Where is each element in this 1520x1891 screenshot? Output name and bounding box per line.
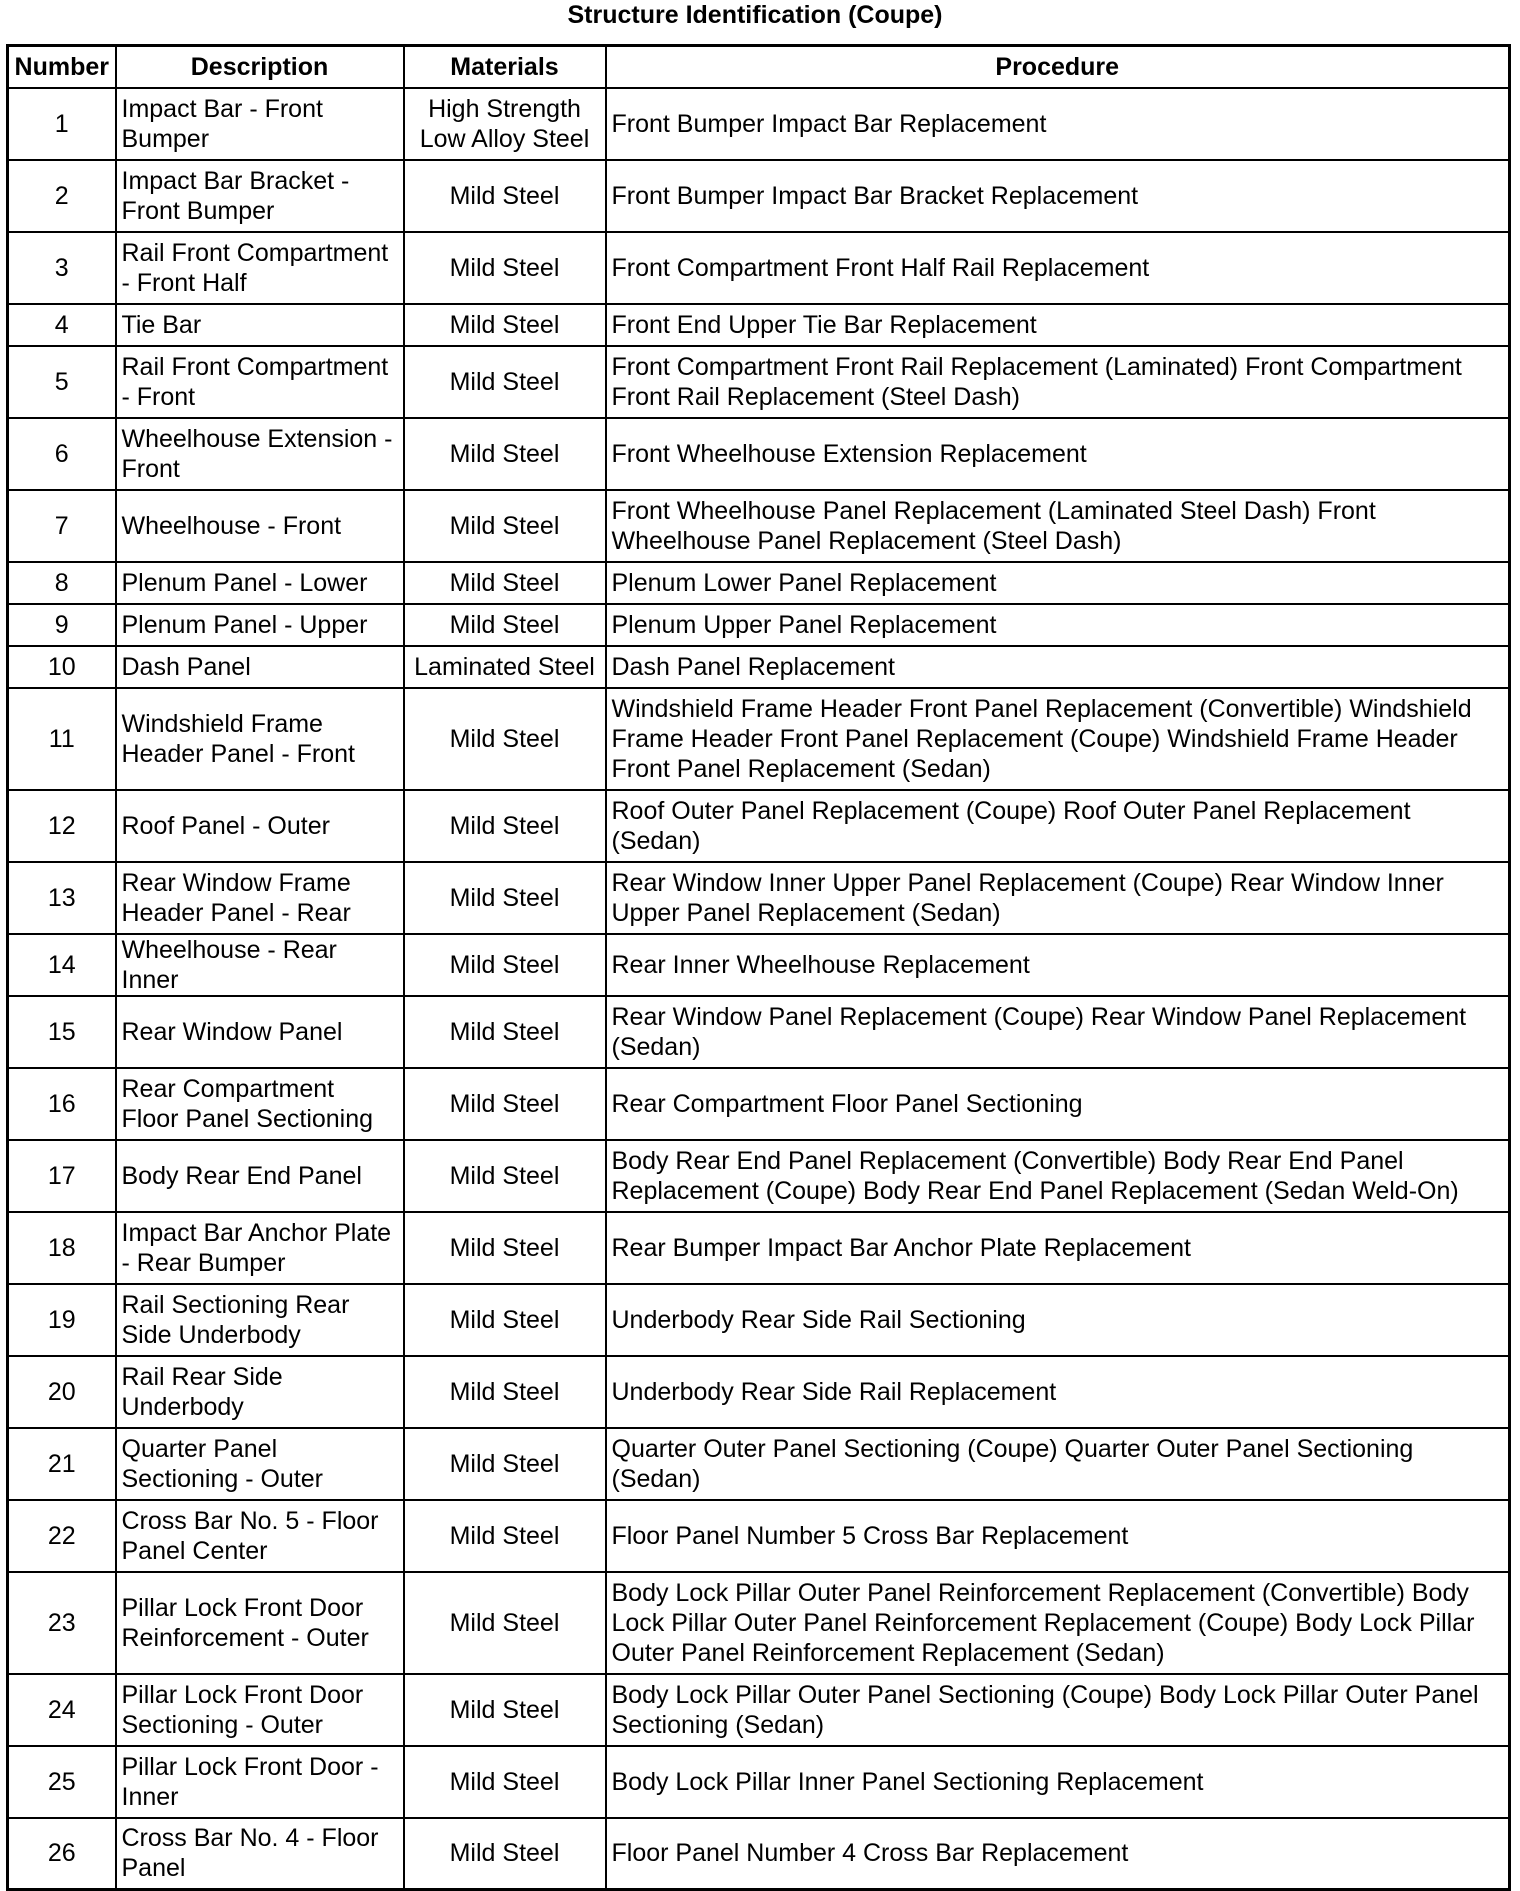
- cell-description: Cross Bar No. 5 - Floor Panel Center: [116, 1500, 404, 1572]
- table-row: [8, 996, 1510, 1068]
- cell-number: 16: [8, 1068, 116, 1140]
- cell-procedure: Rear Window Panel Replacement (Coupe) Rear Window Panel Replacement (Sedan): [606, 996, 1510, 1068]
- cell-material: Mild Steel: [404, 1284, 606, 1356]
- cell-material: Mild Steel: [404, 1818, 606, 1890]
- header-row: [8, 46, 1510, 88]
- table-row: [8, 1140, 1510, 1212]
- cell-procedure: Front End Upper Tie Bar Replacement: [606, 304, 1510, 346]
- cell-description: Impact Bar Bracket - Front Bumper: [116, 160, 404, 232]
- cell-procedure: Rear Inner Wheelhouse Replacement: [606, 934, 1510, 996]
- cell-procedure: Dash Panel Replacement: [606, 646, 1510, 688]
- cell-description: Tie Bar: [116, 304, 404, 346]
- cell-number: 14: [8, 934, 116, 996]
- cell-procedure: Plenum Lower Panel Replacement: [606, 562, 1510, 604]
- cell-procedure: Body Lock Pillar Outer Panel Reinforcement Replacement (Convertible) Body Lock Pillar Outer Panel Reinforcement Replacement (Coupe) Body Lock Pillar Outer Panel Reinforcement Replacement (Sedan): [606, 1572, 1510, 1674]
- cell-material: Mild Steel: [404, 1572, 606, 1674]
- cell-material: Mild Steel: [404, 862, 606, 934]
- cell-material: Mild Steel: [404, 1356, 606, 1428]
- cell-procedure: Underbody Rear Side Rail Replacement: [606, 1356, 1510, 1428]
- cell-description: Rear Window Frame Header Panel - Rear: [116, 862, 404, 934]
- table-row: [8, 562, 1510, 604]
- cell-description: Pillar Lock Front Door Reinforcement - Outer: [116, 1572, 404, 1674]
- cell-number: 4: [8, 304, 116, 346]
- cell-description: Rail Sectioning Rear Side Underbody: [116, 1284, 404, 1356]
- cell-description: Impact Bar Anchor Plate - Rear Bumper: [116, 1212, 404, 1284]
- cell-number: 6: [8, 418, 116, 490]
- table-row: [8, 1284, 1510, 1356]
- cell-material: Mild Steel: [404, 688, 606, 790]
- table-row: [8, 418, 1510, 490]
- cell-procedure: Rear Bumper Impact Bar Anchor Plate Replacement: [606, 1212, 1510, 1284]
- cell-description: Plenum Panel - Upper: [116, 604, 404, 646]
- cell-material: Mild Steel: [404, 562, 606, 604]
- cell-material: Mild Steel: [404, 1746, 606, 1818]
- cell-number: 10: [8, 646, 116, 688]
- table-row: [8, 232, 1510, 304]
- table-row: [8, 604, 1510, 646]
- cell-number: 24: [8, 1674, 116, 1746]
- structure-table: [6, 44, 1511, 1891]
- cell-procedure: Body Lock Pillar Inner Panel Sectioning Replacement: [606, 1746, 1510, 1818]
- cell-description: Rail Rear Side Underbody: [116, 1356, 404, 1428]
- cell-number: 26: [8, 1818, 116, 1890]
- cell-number: 11: [8, 688, 116, 790]
- cell-description: Roof Panel - Outer: [116, 790, 404, 862]
- cell-number: 18: [8, 1212, 116, 1284]
- cell-description: Rear Compartment Floor Panel Sectioning: [116, 1068, 404, 1140]
- cell-procedure: Front Bumper Impact Bar Replacement: [606, 88, 1510, 160]
- cell-procedure: Body Lock Pillar Outer Panel Sectioning (Coupe) Body Lock Pillar Outer Panel Sectioning (Sedan): [606, 1674, 1510, 1746]
- cell-description: Rear Window Panel: [116, 996, 404, 1068]
- table-row: [8, 790, 1510, 862]
- table-row: [8, 1572, 1510, 1674]
- cell-procedure: Plenum Upper Panel Replacement: [606, 604, 1510, 646]
- cell-description: Windshield Frame Header Panel - Front: [116, 688, 404, 790]
- cell-description: Wheelhouse - Front: [116, 490, 404, 562]
- cell-material: Mild Steel: [404, 1674, 606, 1746]
- cell-number: 19: [8, 1284, 116, 1356]
- cell-procedure: Windshield Frame Header Front Panel Replacement (Convertible) Windshield Frame Header Front Panel Replacement (Coupe) Windshield Frame Header Front Panel Replacement (Sedan): [606, 688, 1510, 790]
- cell-number: 5: [8, 346, 116, 418]
- table-row: [8, 1428, 1510, 1500]
- cell-number: 22: [8, 1500, 116, 1572]
- cell-procedure: Roof Outer Panel Replacement (Coupe) Roof Outer Panel Replacement (Sedan): [606, 790, 1510, 862]
- table-row: [8, 88, 1510, 160]
- cell-material: High Strength Low Alloy Steel: [404, 88, 606, 160]
- cell-procedure: Rear Window Inner Upper Panel Replacement (Coupe) Rear Window Inner Upper Panel Replacement (Sedan): [606, 862, 1510, 934]
- table-row: [8, 646, 1510, 688]
- cell-number: 2: [8, 160, 116, 232]
- cell-description: Wheelhouse Extension - Front: [116, 418, 404, 490]
- table-row: [8, 160, 1510, 232]
- cell-procedure: Front Wheelhouse Panel Replacement (Laminated Steel Dash) Front Wheelhouse Panel Replacement (Steel Dash): [606, 490, 1510, 562]
- cell-number: 13: [8, 862, 116, 934]
- cell-description: Dash Panel: [116, 646, 404, 688]
- cell-material: Mild Steel: [404, 1068, 606, 1140]
- cell-number: 12: [8, 790, 116, 862]
- cell-procedure: Floor Panel Number 5 Cross Bar Replacement: [606, 1500, 1510, 1572]
- cell-number: 23: [8, 1572, 116, 1674]
- table-row: [8, 1068, 1510, 1140]
- cell-material: Mild Steel: [404, 996, 606, 1068]
- cell-material: Mild Steel: [404, 1500, 606, 1572]
- cell-number: 7: [8, 490, 116, 562]
- table-row: [8, 1500, 1510, 1572]
- cell-description: Pillar Lock Front Door - Inner: [116, 1746, 404, 1818]
- cell-material: Mild Steel: [404, 232, 606, 304]
- cell-procedure: Front Compartment Front Rail Replacement (Laminated) Front Compartment Front Rail Replacement (Steel Dash): [606, 346, 1510, 418]
- cell-description: Pillar Lock Front Door Sectioning - Outer: [116, 1674, 404, 1746]
- table-body: [8, 88, 1510, 1890]
- header-number: Number: [8, 46, 116, 88]
- cell-material: Mild Steel: [404, 160, 606, 232]
- cell-description: Cross Bar No. 4 - Floor Panel: [116, 1818, 404, 1890]
- cell-description: Quarter Panel Sectioning - Outer: [116, 1428, 404, 1500]
- cell-description: Rail Front Compartment - Front: [116, 346, 404, 418]
- cell-material: Mild Steel: [404, 346, 606, 418]
- cell-material: Mild Steel: [404, 490, 606, 562]
- table-row: [8, 934, 1510, 996]
- table-row: [8, 1746, 1510, 1818]
- cell-description: Wheelhouse - Rear Inner: [116, 934, 404, 996]
- header-procedure: Procedure: [606, 46, 1510, 88]
- table-row: [8, 688, 1510, 790]
- table-row: [8, 1212, 1510, 1284]
- cell-material: Mild Steel: [404, 604, 606, 646]
- table-row: [8, 346, 1510, 418]
- cell-material: Mild Steel: [404, 418, 606, 490]
- header-materials: Materials: [404, 46, 606, 88]
- cell-procedure: Floor Panel Number 4 Cross Bar Replacement: [606, 1818, 1510, 1890]
- cell-material: Mild Steel: [404, 790, 606, 862]
- cell-procedure: Front Bumper Impact Bar Bracket Replacement: [606, 160, 1510, 232]
- cell-procedure: Quarter Outer Panel Sectioning (Coupe) Quarter Outer Panel Sectioning (Sedan): [606, 1428, 1510, 1500]
- cell-number: 8: [8, 562, 116, 604]
- table-row: [8, 304, 1510, 346]
- cell-number: 1: [8, 88, 116, 160]
- table-row: [8, 490, 1510, 562]
- cell-procedure: Front Wheelhouse Extension Replacement: [606, 418, 1510, 490]
- cell-procedure: Rear Compartment Floor Panel Sectioning: [606, 1068, 1510, 1140]
- cell-number: 15: [8, 996, 116, 1068]
- cell-material: Mild Steel: [404, 1140, 606, 1212]
- cell-description: Impact Bar - Front Bumper: [116, 88, 404, 160]
- cell-material: Mild Steel: [404, 304, 606, 346]
- table-row: [8, 1818, 1510, 1890]
- table-row: [8, 862, 1510, 934]
- page-title: Structure Identification (Coupe): [567, 1, 943, 29]
- cell-procedure: Body Rear End Panel Replacement (Convertible) Body Rear End Panel Replacement (Coupe) Body Rear End Panel Replacement (Sedan Weld-On): [606, 1140, 1510, 1212]
- cell-procedure: Front Compartment Front Half Rail Replacement: [606, 232, 1510, 304]
- cell-number: 25: [8, 1746, 116, 1818]
- cell-number: 9: [8, 604, 116, 646]
- cell-number: 21: [8, 1428, 116, 1500]
- cell-material: Mild Steel: [404, 1428, 606, 1500]
- cell-material: Mild Steel: [404, 1212, 606, 1284]
- cell-number: 17: [8, 1140, 116, 1212]
- cell-description: Plenum Panel - Lower: [116, 562, 404, 604]
- cell-description: Body Rear End Panel: [116, 1140, 404, 1212]
- cell-material: Laminated Steel: [404, 646, 606, 688]
- cell-number: 3: [8, 232, 116, 304]
- table-row: [8, 1356, 1510, 1428]
- cell-description: Rail Front Compartment - Front Half: [116, 232, 404, 304]
- table-row: [8, 1674, 1510, 1746]
- cell-procedure: Underbody Rear Side Rail Sectioning: [606, 1284, 1510, 1356]
- cell-number: 20: [8, 1356, 116, 1428]
- cell-material: Mild Steel: [404, 934, 606, 996]
- header-description: Description: [116, 46, 404, 88]
